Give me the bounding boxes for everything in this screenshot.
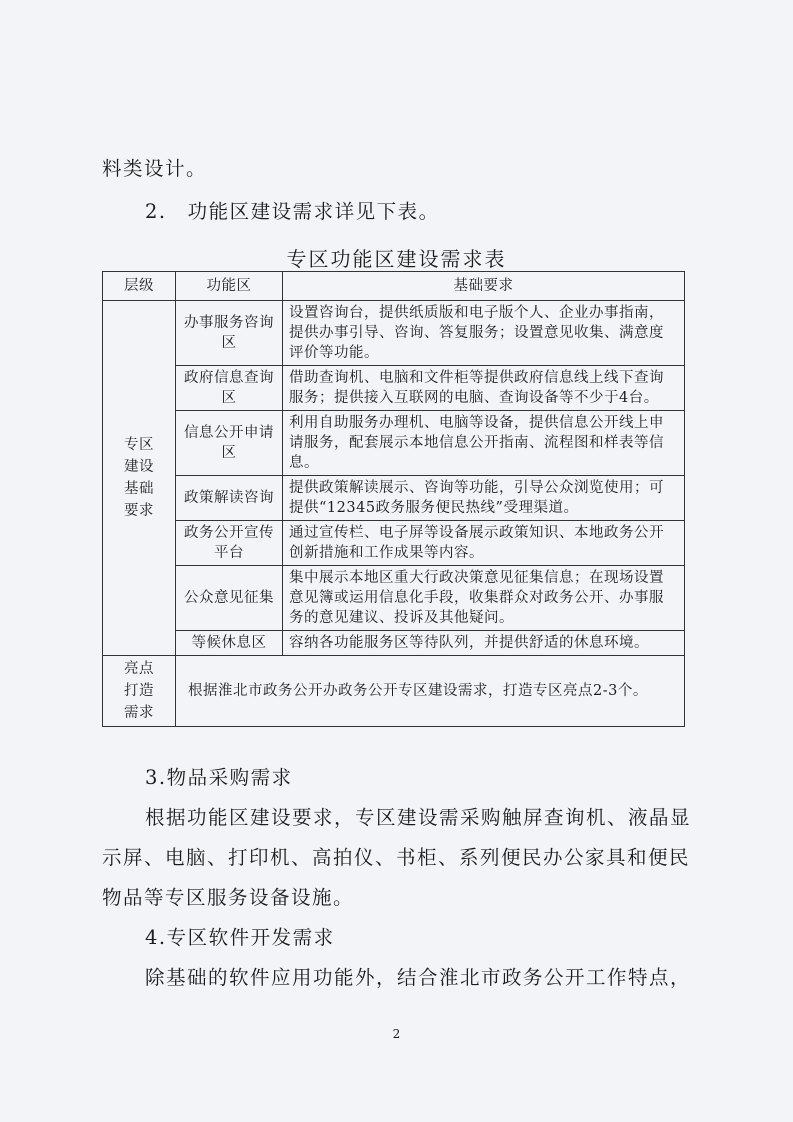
table-title: 专区功能区建设需求表 [286,247,507,271]
requirement-cell: 容纳各功能服务区等待队列，并提供舒适的休息环境。 [283,631,685,656]
header-level: 层级 [103,272,176,301]
table-row [103,301,685,366]
page-number: 2 [392,1027,401,1041]
table-row [103,566,685,631]
requirement-cell: 借助查询机、电脑和文件柜等提供政府信息线上线下查询服务；提供接入互联网的电脑、查询设备等不少于4台。 [283,366,685,411]
requirement-cell: 集中展示本地区重大行政决策意见征集信息；在现场设置意见簿或运用信息化手段，收集群众对政务公开、办事服务的意见建议、投诉及其他疑问。 [283,566,685,631]
highlight-requirement-cell: 根据淮北市政务公开办政务公开专区建设需求，打造专区亮点2-3个。 [176,656,685,727]
requirement-cell: 通过宣传栏、电子屏等设备展示政策知识、本地政务公开创新措施和工作成果等内容。 [283,521,685,566]
area-cell: 信息公开申请区 [176,411,283,476]
area-cell: 等候休息区 [176,631,283,656]
area-cell: 政策解读咨询 [176,476,283,521]
requirement-cell: 设置咨询台，提供纸质版和电子版个人、企业办事指南，提供办事引导、咨询、答复服务；设置意见收集、满意度评价等功能。 [283,301,685,366]
paragraph-line: 物品等专区服务设备设施。 [102,886,355,909]
table-row [103,656,685,727]
table-header-row [103,272,685,301]
requirement-cell: 提供政策解读展示、咨询等功能，引导公众浏览使用；可提供“12345政务服务便民热线”受理渠道。 [283,476,685,521]
requirements-table [102,271,685,727]
table-row [103,476,685,521]
area-cell: 办事服务咨询区 [176,301,283,366]
paragraph-line: 根据功能区建设要求，专区建设需采购触屏查询机、液晶显 [145,806,692,829]
header-requirement: 基础要求 [283,272,685,301]
section-heading: 4.专区软件开发需求 [145,926,335,949]
header-area: 功能区 [176,272,283,301]
paragraph-line: 示屏、电脑、打印机、高拍仪、书柜、系列便民办公家具和便民 [102,846,691,869]
table-row [103,366,685,411]
group-label: 亮点打造需求 [103,656,176,727]
group-label: 专区建设基础要求 [103,301,176,656]
text-line: 料类设计。 [102,157,208,180]
area-cell: 公众意见征集 [176,566,283,631]
requirement-cell: 利用自助服务办理机、电脑等设备，提供信息公开线上申请服务，配套展示本地信息公开指南、流程图和样表等信息。 [283,411,685,476]
area-cell: 政务公开宣传平台 [176,521,283,566]
area-cell: 政府信息查询区 [176,366,283,411]
section-heading: 3.物品采购需求 [145,766,293,789]
item-2-text: 2. 功能区建设需求详见下表。 [145,200,440,223]
paragraph-line: 除基础的软件应用功能外，结合淮北市政务公开工作特点， [145,966,692,989]
table-row [103,631,685,656]
table-row [103,411,685,476]
table-row [103,521,685,566]
